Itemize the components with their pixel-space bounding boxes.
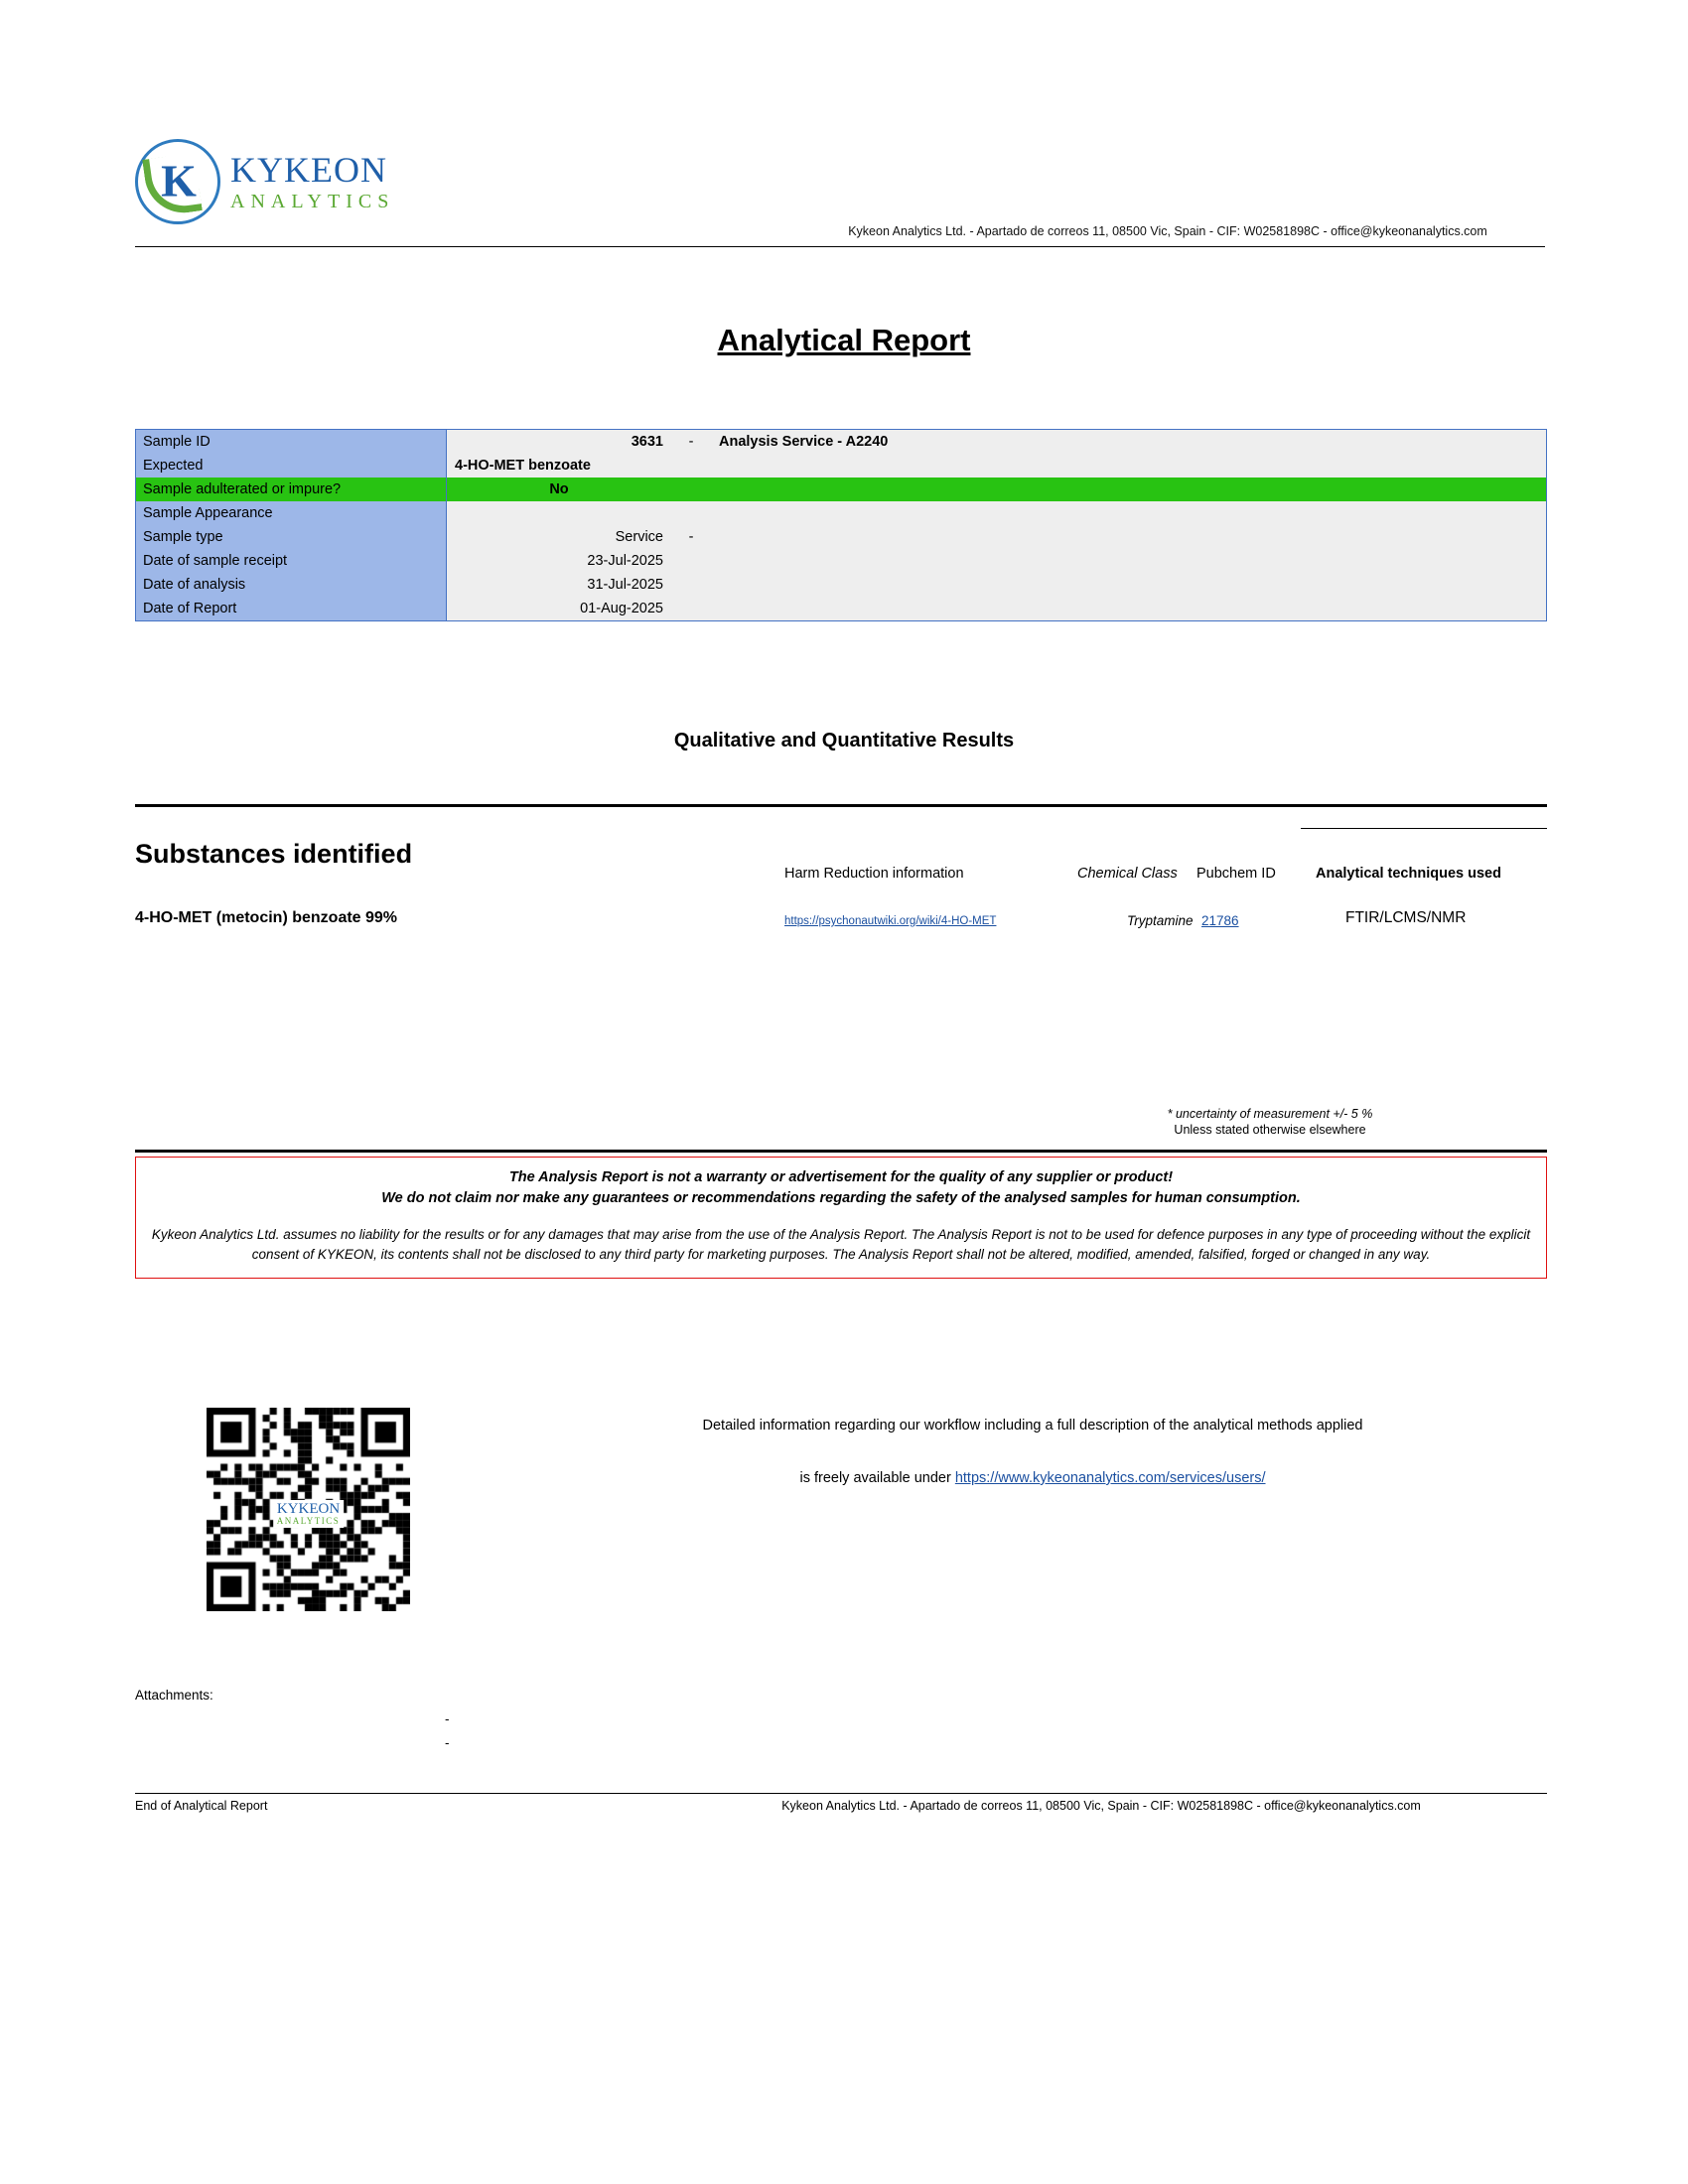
results-section-title: Qualitative and Quantitative Results bbox=[673, 730, 1015, 751]
logo-wordmark bbox=[230, 152, 394, 211]
document-header bbox=[135, 139, 1545, 248]
table-row bbox=[136, 573, 1547, 597]
table-row bbox=[136, 501, 1547, 525]
sample-id-service: Analysis Service - A2240 bbox=[719, 434, 889, 450]
disclaimer-box bbox=[135, 1157, 1547, 1279]
table-row bbox=[136, 549, 1547, 573]
receipt-date-value-cell bbox=[447, 549, 1547, 573]
column-header-techniques: Analytical techniques used bbox=[1316, 866, 1501, 882]
techniques-header-rule bbox=[1301, 828, 1547, 829]
appearance-label: Sample Appearance bbox=[136, 501, 447, 525]
sample-type-label: Sample type bbox=[136, 525, 447, 549]
table-row bbox=[136, 597, 1547, 621]
qr-logo-title: KYKEON bbox=[276, 1500, 341, 1517]
disclaimer-body: Kykeon Analytics Ltd. assumes no liability for the results or for any damages that may arise from the use of the Analysis Report. The Analysis Report is not to be used for defence purposes in any type of proceeding without the explicit consent of KYKEON, its contents shall not be disclosed to any third party for marketing purposes. The Analysis Report shall not be altered, modified, amended, falsified, forged or changed in any way. bbox=[151, 1227, 1531, 1262]
attachments-label: Attachments: bbox=[135, 1688, 213, 1703]
analysis-date-value: 31-Jul-2025 bbox=[587, 577, 663, 593]
workflow-link[interactable]: https://www.kykeonanalytics.com/services/users/ bbox=[954, 1470, 1266, 1486]
column-header-harm-reduction: Harm Reduction information bbox=[784, 866, 964, 882]
receipt-date-label: Date of sample receipt bbox=[136, 549, 447, 573]
disclaimer-bold-line-1: The Analysis Report is not a warranty or advertisement for the quality of any supplier or product! bbox=[508, 1169, 1174, 1185]
pubchem-id-link[interactable]: 21786 bbox=[1201, 913, 1239, 928]
workflow-line-2-prefix: is freely available under bbox=[799, 1470, 951, 1486]
report-date-label: Date of Report bbox=[136, 597, 447, 621]
substance-name: 4-HO-MET (metocin) benzoate 99% bbox=[135, 909, 398, 926]
harm-reduction-link[interactable]: https://psychonautwiki.org/wiki/4-HO-MET bbox=[784, 915, 997, 927]
uncertainty-line-2: Unless stated otherwise elsewhere bbox=[1174, 1123, 1366, 1137]
workflow-line-1: Detailed information regarding our workflow including a full description of the analytical methods applied bbox=[702, 1418, 1363, 1433]
table-row bbox=[136, 454, 1547, 478]
adulterated-value-cell bbox=[447, 478, 1547, 501]
adulterated-label: Sample adulterated or impure? bbox=[136, 478, 447, 501]
expected-value-cell bbox=[447, 454, 1547, 478]
header-company-line: Kykeon Analytics Ltd. - Apartado de correos 11, 08500 Vic, Spain - CIF: W02581898C - office@kykeonanalytics.com bbox=[848, 224, 1487, 238]
sample-type-value-cell bbox=[447, 525, 1547, 549]
kykeon-logo bbox=[135, 139, 394, 224]
appearance-value bbox=[447, 501, 1547, 525]
logo-letter: K bbox=[161, 155, 195, 206]
workflow-line-2 bbox=[516, 1470, 1549, 1486]
expected-label: Expected bbox=[136, 454, 447, 478]
table-row bbox=[136, 525, 1547, 549]
sample-type-dash: - bbox=[688, 529, 694, 545]
footer-divider bbox=[135, 1793, 1547, 1794]
sample-id-label: Sample ID bbox=[136, 430, 447, 455]
page-title: Analytical Report bbox=[717, 323, 971, 357]
qr-code[interactable] bbox=[207, 1408, 410, 1611]
column-header-chemical-class: Chemical Class bbox=[1077, 866, 1178, 882]
list-item: - bbox=[445, 1735, 450, 1750]
status-badge: No bbox=[549, 481, 569, 497]
receipt-date-value: 23-Jul-2025 bbox=[587, 553, 663, 569]
logo-subtitle: ANALYTICS bbox=[230, 191, 395, 212]
logo-circle-icon bbox=[135, 139, 220, 224]
logo-title: KYKEON bbox=[230, 150, 387, 190]
results-top-rule bbox=[135, 804, 1547, 807]
table-row-substance bbox=[0, 909, 1688, 939]
footer-company-line: Kykeon Analytics Ltd. - Apartado de correos 11, 08500 Vic, Spain - CIF: W02581898C - office@kykeonanalytics.com bbox=[781, 1799, 1421, 1813]
substance-techniques: FTIR/LCMS/NMR bbox=[1345, 909, 1467, 926]
sample-id-value-cell bbox=[447, 430, 1547, 455]
sample-id-dash: - bbox=[688, 434, 694, 450]
header-divider bbox=[135, 246, 1545, 247]
uncertainty-line-1: * uncertainty of measurement +/- 5 % bbox=[1167, 1107, 1373, 1121]
substances-heading: Substances identified bbox=[135, 839, 413, 869]
list-item: - bbox=[445, 1711, 450, 1726]
column-header-pubchem-id: Pubchem ID bbox=[1196, 866, 1276, 882]
analysis-date-label: Date of analysis bbox=[136, 573, 447, 597]
sample-info-table bbox=[135, 429, 1547, 621]
footer-end-label: End of Analytical Report bbox=[135, 1799, 268, 1813]
sample-id-value: 3631 bbox=[631, 434, 663, 450]
analysis-date-value-cell bbox=[447, 573, 1547, 597]
substance-chemical-class: Tryptamine bbox=[1127, 913, 1194, 928]
expected-value: 4-HO-MET benzoate bbox=[455, 458, 591, 474]
uncertainty-note bbox=[993, 1107, 1547, 1137]
disclaimer-bold-line-2: We do not claim nor make any guarantees or recommendations regarding the safety of the analysed samples for human consumption. bbox=[381, 1190, 1301, 1207]
qr-logo-overlay bbox=[273, 1500, 345, 1528]
qr-logo-subtitle: ANALYTICS bbox=[276, 1515, 341, 1526]
sample-type-value: Service bbox=[615, 529, 663, 545]
report-date-value: 01-Aug-2025 bbox=[580, 601, 663, 616]
disclaimer-top-rule bbox=[135, 1150, 1547, 1153]
report-date-value-cell bbox=[447, 597, 1547, 621]
table-row bbox=[136, 430, 1547, 455]
table-row-adulterated bbox=[136, 478, 1547, 501]
